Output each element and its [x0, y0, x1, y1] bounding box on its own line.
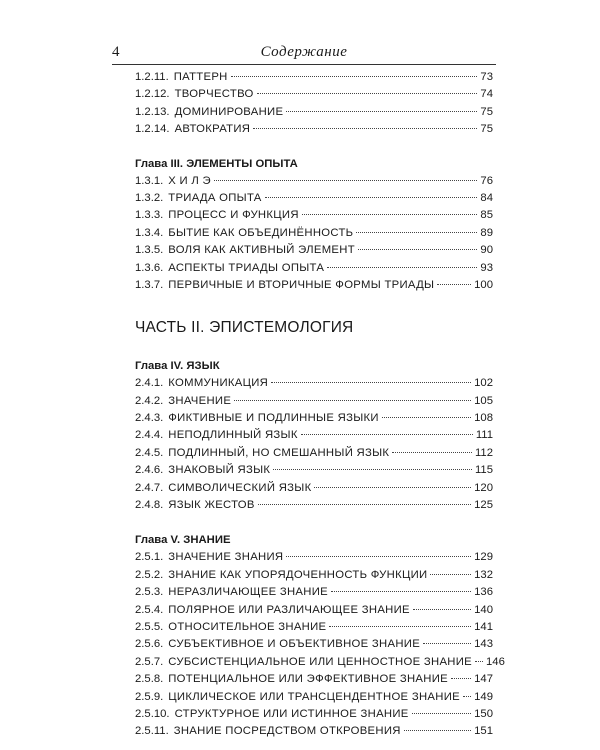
dot-leader — [214, 180, 477, 181]
entry-page: 90 — [480, 244, 493, 257]
entry-number: 1.3.6. — [135, 261, 164, 274]
dot-leader — [463, 696, 471, 697]
dot-leader — [329, 626, 471, 627]
entry-page: 151 — [474, 725, 493, 738]
entry-number: 2.5.2. — [135, 568, 164, 581]
entry-title: ОТНОСИТЕЛЬНОЕ ЗНАНИЕ — [168, 620, 327, 633]
entry-title: ЗНАНИЕ ПОСРЕДСТВОМ ОТКРОВЕНИЯ — [173, 725, 401, 738]
entry-page: 73 — [480, 71, 493, 83]
dot-leader — [265, 197, 478, 198]
entry-title: ЗНАКОВЫЙ ЯЗЫК — [168, 464, 271, 477]
entry-number: 2.4.6. — [135, 464, 164, 477]
entry-page: 129 — [474, 551, 493, 564]
dot-leader — [231, 76, 478, 77]
spacer — [135, 139, 493, 156]
entry-page: 115 — [474, 464, 493, 477]
entry-title: ВОЛЯ КАК АКТИВНЫЙ ЭЛЕМЕНТ — [168, 244, 355, 257]
entry-page: 132 — [474, 568, 493, 581]
toc-entry[interactable] — [135, 427, 493, 444]
toc-entry[interactable] — [135, 190, 493, 207]
toc-entry[interactable] — [135, 497, 493, 514]
toc-entry[interactable] — [135, 689, 493, 706]
entry-number: 2.5.11. — [135, 725, 169, 738]
entry-number: 2.4.2. — [135, 394, 164, 407]
spacer — [135, 338, 493, 358]
entry-title: ТВОРЧЕСТВО — [174, 88, 254, 101]
entry-page: 147 — [474, 673, 493, 686]
dot-leader — [413, 609, 471, 610]
entry-number: 2.5.7. — [135, 655, 164, 668]
entry-title: ДОМИНИРОВАНИЕ — [174, 105, 284, 118]
toc-entry[interactable] — [135, 671, 493, 688]
entry-page: 112 — [474, 446, 493, 459]
entry-number: 2.5.1. — [135, 551, 164, 564]
dot-leader — [327, 267, 477, 268]
spacer — [135, 294, 493, 318]
chapter-heading[interactable]: Глава IV. ЯЗЫК — [135, 360, 220, 373]
entry-page: 84 — [480, 191, 493, 204]
entry-page: 146 — [486, 655, 505, 668]
entry-title: ЦИКЛИЧЕСКОЕ ИЛИ ТРАНСЦЕНДЕНТНОЕ ЗНАНИЕ — [168, 690, 460, 703]
toc-entry[interactable] — [135, 173, 493, 190]
entry-page: 75 — [480, 123, 493, 136]
entry-page: 74 — [480, 88, 493, 101]
entry-page: 93 — [480, 261, 493, 274]
dot-leader — [412, 713, 471, 714]
dot-leader — [392, 452, 472, 453]
entry-page: 89 — [480, 226, 493, 239]
entry-page: 150 — [474, 707, 493, 720]
page-number: 4 — [112, 44, 120, 60]
toc-entry[interactable] — [135, 654, 505, 671]
dot-leader — [286, 111, 477, 112]
part-heading[interactable]: ЧАСТЬ II. ЭПИСТЕМОЛОГИЯ — [135, 319, 354, 337]
entry-title: СТРУКТУРНОЕ ИЛИ ИСТИННОЕ ЗНАНИЕ — [174, 707, 409, 720]
entry-number: 2.4.8. — [135, 499, 164, 512]
entry-title: НЕПОДЛИННЫЙ ЯЗЫК — [168, 429, 298, 442]
entry-page: 102 — [474, 377, 493, 390]
dot-leader — [451, 678, 471, 679]
entry-page: 75 — [480, 105, 493, 118]
chapter-heading[interactable]: Глава V. ЗНАНИЕ — [135, 534, 231, 547]
entry-title: НЕРАЗЛИЧАЮЩЕЕ ЗНАНИЕ — [168, 586, 328, 599]
entry-number: 1.3.7. — [135, 278, 164, 291]
dot-leader — [271, 382, 471, 383]
entry-title: АСПЕКТЫ ТРИАДЫ ОПЫТА — [168, 261, 325, 274]
page-header — [112, 44, 496, 65]
entry-page: 85 — [480, 209, 493, 222]
dot-leader — [273, 469, 472, 470]
toc-entry[interactable] — [135, 242, 493, 259]
entry-number: 2.5.8. — [135, 673, 164, 686]
entry-number: 2.4.5. — [135, 446, 164, 459]
dot-leader — [430, 574, 471, 575]
entry-title: ЗНАЧЕНИЕ — [168, 394, 232, 407]
running-title: Содержание — [260, 44, 348, 60]
entry-page: 100 — [474, 278, 493, 291]
toc-entry[interactable] — [135, 462, 493, 479]
entry-title: ТРИАДА ОПЫТА — [168, 191, 262, 204]
entry-number: 2.5.10. — [135, 707, 170, 720]
dot-leader — [314, 487, 471, 488]
dot-leader — [356, 232, 477, 233]
toc-entry[interactable] — [135, 277, 493, 294]
entry-title: ЯЗЫК ЖЕСТОВ — [168, 499, 255, 512]
toc-entry[interactable] — [135, 225, 493, 242]
entry-page: 140 — [474, 603, 493, 616]
toc-entry[interactable] — [135, 602, 493, 619]
dot-leader — [382, 417, 471, 418]
entry-number: 2.5.4. — [135, 603, 164, 616]
dot-leader — [286, 556, 471, 557]
dot-leader — [423, 643, 471, 644]
entry-number: 2.5.9. — [135, 690, 164, 703]
entry-number: 2.4.7. — [135, 481, 164, 494]
entry-number: 1.3.5. — [135, 244, 164, 257]
entry-title: СУБЪЕКТИВНОЕ И ОБЪЕКТИВНОЕ ЗНАНИЕ — [168, 638, 421, 651]
toc-entry[interactable] — [135, 549, 493, 566]
entry-number: 1.3.4. — [135, 226, 164, 239]
entry-title: ПОДЛИННЫЙ, НО СМЕШАННЫЙ ЯЗЫК — [168, 446, 390, 459]
toc-entry[interactable] — [135, 86, 493, 103]
entry-number: 1.2.14. — [135, 123, 170, 136]
entry-page: 111 — [475, 429, 493, 442]
entry-page: 149 — [474, 690, 493, 703]
toc-entry[interactable] — [135, 104, 493, 121]
entry-title: ЗНАНИЕ КАК УПОРЯДОЧЕННОСТЬ ФУНКЦИИ — [168, 568, 428, 581]
entry-number: 1.3.1. — [135, 174, 164, 187]
entry-title: ПАТТЕРН — [173, 71, 228, 83]
entry-title: КОММУНИКАЦИЯ — [168, 377, 269, 390]
entry-title: ФИКТИВНЫЕ И ПОДЛИННЫЕ ЯЗЫКИ — [168, 412, 379, 425]
entry-number: 2.5.5. — [135, 620, 164, 633]
entry-number: 1.3.3. — [135, 209, 164, 222]
dot-leader — [437, 284, 471, 285]
chapter-heading[interactable]: Глава III. ЭЛЕМЕНТЫ ОПЫТА — [135, 157, 298, 170]
entry-title: ПЕРВИЧНЫЕ И ВТОРИЧНЫЕ ФОРМЫ ТРИАДЫ — [168, 278, 435, 291]
dot-leader — [302, 214, 478, 215]
entry-page: 108 — [474, 412, 493, 425]
table-of-contents — [135, 69, 505, 741]
entry-number: 1.2.11. — [135, 71, 169, 83]
entry-title: Х И Л Э — [168, 174, 211, 187]
toc-entry[interactable] — [135, 375, 493, 392]
entry-page: 125 — [474, 499, 493, 512]
toc-entry[interactable] — [135, 69, 493, 86]
entry-title: ПОТЕНЦИАЛЬНОЕ ИЛИ ЭФФЕКТИВНОЕ ЗНАНИЕ — [168, 673, 448, 686]
dot-leader — [257, 93, 478, 94]
dot-leader — [404, 730, 471, 731]
entry-page: 136 — [474, 586, 493, 599]
toc-entry[interactable] — [135, 393, 493, 410]
toc-entry[interactable] — [135, 636, 493, 653]
toc-entry[interactable] — [135, 480, 493, 497]
entry-page: 143 — [474, 638, 493, 651]
entry-page: 120 — [474, 481, 493, 494]
toc-entry[interactable] — [135, 584, 493, 601]
dot-leader — [475, 661, 483, 662]
entry-title: ПОЛЯРНОЕ ИЛИ РАЗЛИЧАЮЩЕЕ ЗНАНИЕ — [168, 603, 410, 616]
dot-leader — [258, 504, 471, 505]
toc-entry[interactable] — [135, 567, 493, 584]
entry-page: 141 — [474, 620, 493, 633]
toc-entry[interactable] — [135, 706, 493, 723]
toc-entry[interactable] — [135, 723, 493, 740]
toc-entry[interactable] — [135, 121, 493, 138]
toc-entry[interactable] — [135, 410, 493, 427]
entry-number: 2.4.1. — [135, 377, 164, 390]
entry-number: 1.2.13. — [135, 105, 170, 118]
dot-leader — [234, 400, 471, 401]
toc-entry[interactable] — [135, 207, 493, 224]
entry-number: 1.2.12. — [135, 88, 170, 101]
dot-leader — [301, 434, 473, 435]
entry-page: 105 — [474, 394, 493, 407]
entry-title: СУБСИСТЕНЦИАЛЬНОЕ ИЛИ ЦЕННОСТНОЕ ЗНАНИЕ — [168, 655, 472, 668]
entry-title: БЫТИЕ КАК ОБЪЕДИНЁННОСТЬ — [168, 226, 354, 239]
entry-title: АВТОКРАТИЯ — [174, 123, 251, 136]
toc-entry[interactable] — [135, 260, 493, 277]
spacer — [135, 514, 493, 532]
entry-number: 1.3.2. — [135, 191, 164, 204]
dot-leader — [331, 591, 471, 592]
entry-page: 76 — [480, 174, 493, 187]
entry-title: СИМВОЛИЧЕСКИЙ ЯЗЫК — [168, 481, 312, 494]
entry-number: 2.4.4. — [135, 429, 164, 442]
entry-number: 2.5.3. — [135, 586, 164, 599]
entry-number: 2.4.3. — [135, 412, 164, 425]
dot-leader — [253, 128, 477, 129]
toc-entry[interactable] — [135, 445, 493, 462]
entry-title: ПРОЦЕСС И ФУНКЦИЯ — [168, 209, 299, 222]
dot-leader — [358, 249, 478, 250]
toc-entry[interactable] — [135, 619, 493, 636]
entry-title: ЗНАЧЕНИЕ ЗНАНИЯ — [168, 551, 284, 564]
entry-number: 2.5.6. — [135, 638, 164, 651]
